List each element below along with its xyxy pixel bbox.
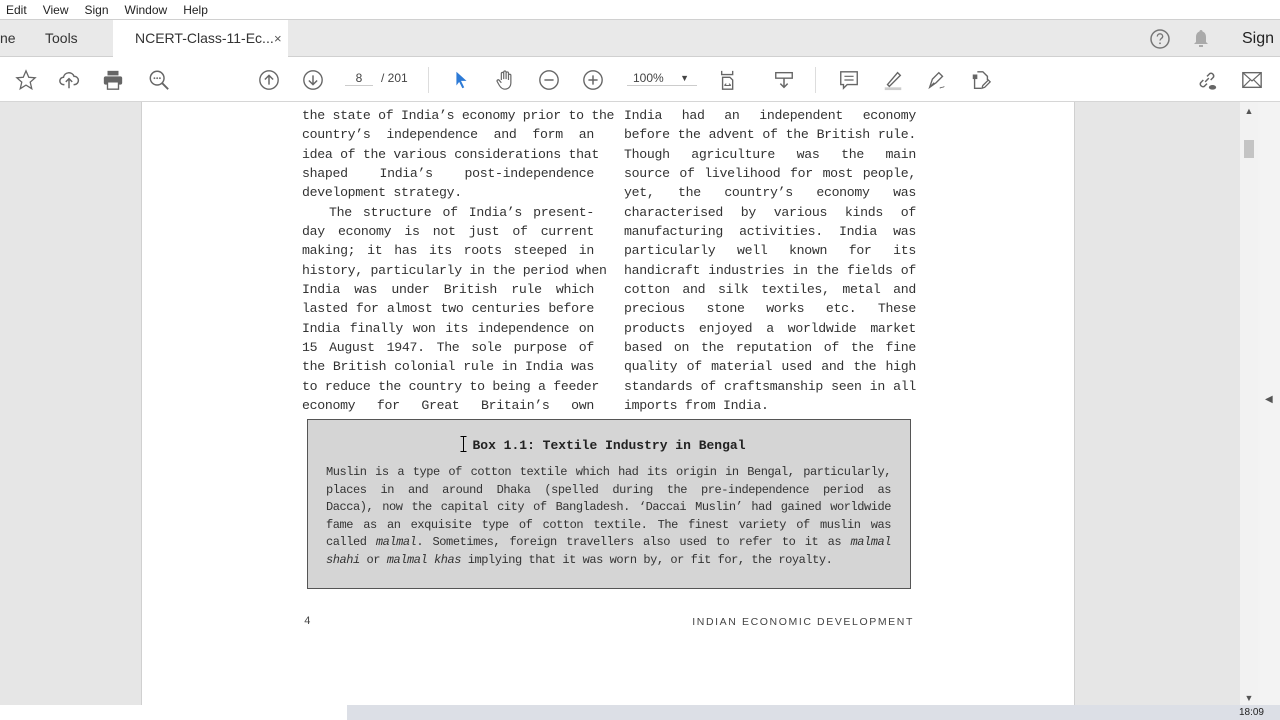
italic-term: malmal khas xyxy=(386,552,462,567)
text-line: India was under British rule which xyxy=(302,282,594,298)
italic-term: malmal xyxy=(375,535,417,549)
box-text-line xyxy=(326,552,891,570)
tab-bar xyxy=(0,19,1280,57)
box-text-line xyxy=(326,499,891,517)
toolbar xyxy=(0,57,1280,102)
text-line: products enjoyed a worldwide market xyxy=(624,320,916,336)
box-text-line xyxy=(326,517,891,535)
italic-term: malmal xyxy=(850,535,891,549)
text-column-left xyxy=(302,106,615,416)
text-line: particularly well known for its xyxy=(624,243,916,259)
tab-tools[interactable]: Tools xyxy=(45,30,78,46)
menu-help[interactable]: Help xyxy=(183,2,208,17)
menu-sign[interactable]: Sign xyxy=(84,2,109,17)
text-cursor-icon xyxy=(460,436,467,452)
zoom-out-icon[interactable] xyxy=(536,67,562,93)
textbox-textile-industry xyxy=(307,419,911,589)
text-segment: places in and around Dhaka (spelled during the pre-independence period as xyxy=(326,482,891,497)
tab-document-label: NCERT-Class-11-Ec... xyxy=(135,30,274,46)
taskbar xyxy=(0,705,1280,720)
chevron-left-icon: ◀ xyxy=(1265,394,1273,405)
box-body xyxy=(326,464,891,569)
text-line: standards of craftsmanship seen in all xyxy=(624,378,916,394)
toolbar-divider xyxy=(428,67,429,93)
text-line: 15 August 1947. The sole purpose of xyxy=(302,340,594,356)
text-line: handicraft industries in the fields of xyxy=(624,262,916,278)
star-icon[interactable] xyxy=(13,67,39,93)
text-line: the British colonial rule in India was xyxy=(302,359,594,375)
text-line: source of livelihood for most people, xyxy=(624,166,916,182)
text-line: the state of India’s economy prior to the xyxy=(302,108,615,123)
box-text-line xyxy=(326,534,891,552)
text-line: to reduce the country to being a feeder xyxy=(302,378,599,394)
sign-in-button[interactable]: Sign xyxy=(1242,30,1275,47)
sign-pen-icon[interactable] xyxy=(924,67,950,93)
page-number-input[interactable]: 8 xyxy=(345,71,373,86)
menu-bar xyxy=(0,0,1280,19)
page-total: / 201 xyxy=(381,71,408,85)
text-line: development strategy. xyxy=(302,185,462,201)
page-footer-title: INDIAN ECONOMIC DEVELOPMENT xyxy=(692,616,914,628)
text-segment: implying that it was worn by, or fit for, the royalty. xyxy=(461,552,833,567)
toolbar-divider xyxy=(815,67,816,93)
select-arrow-icon[interactable] xyxy=(448,67,474,93)
text-line: The structure of India’s present- xyxy=(329,204,594,220)
scroll-down-icon[interactable]: ▼ xyxy=(1244,693,1254,703)
close-tab-icon[interactable]: × xyxy=(274,31,282,46)
bell-icon[interactable] xyxy=(1192,20,1210,57)
text-line: India finally won its independence on xyxy=(302,320,594,336)
page-footer-number: 4 xyxy=(304,616,311,628)
text-line: lasted for almost two centuries before xyxy=(302,301,594,317)
edit-pdf-icon[interactable] xyxy=(968,67,994,93)
text-line: cotton and silk textiles, metal and xyxy=(624,282,916,298)
text-segment: called xyxy=(326,535,376,549)
text-line: precious stone works etc. These xyxy=(624,301,916,317)
scrollbar-thumb[interactable] xyxy=(1244,140,1254,158)
text-segment: . Sometimes, foreign travellers also used to refer to it as xyxy=(416,535,851,549)
pdf-page xyxy=(141,102,1075,705)
taskbar-clock: 18:09 xyxy=(1238,707,1264,718)
text-line: before the advent of the British rule. xyxy=(624,127,916,143)
help-icon[interactable] xyxy=(1149,20,1171,57)
vertical-scrollbar[interactable] xyxy=(1240,102,1258,705)
hand-icon[interactable] xyxy=(492,67,518,93)
box-text-line xyxy=(326,482,891,500)
right-pane-toggle[interactable] xyxy=(1258,102,1280,705)
scroll-up-icon[interactable]: ▲ xyxy=(1244,106,1254,116)
cloud-upload-icon[interactable] xyxy=(56,67,82,93)
tab-home[interactable]: ne xyxy=(0,30,16,46)
page-down-icon[interactable] xyxy=(300,67,326,93)
menu-view[interactable]: View xyxy=(42,2,69,17)
text-line: idea of the various considerations that xyxy=(302,146,599,162)
text-line: country’s independence and form an xyxy=(302,127,594,143)
chevron-down-icon: ▼ xyxy=(680,73,689,83)
page-up-icon[interactable] xyxy=(256,67,282,93)
print-icon[interactable] xyxy=(100,67,126,93)
text-segment: Dacca), now the capital city of Bangladesh. ‘Daccai Muslin’ had gained worldwide xyxy=(326,500,891,514)
text-line: yet, the country’s economy was xyxy=(624,185,916,201)
zoom-level-select[interactable] xyxy=(627,71,697,86)
text-column-right xyxy=(624,106,916,416)
text-line: history, particularly in the period when xyxy=(302,262,607,278)
text-line: Though agriculture was the main xyxy=(624,146,916,162)
menu-window[interactable]: Window xyxy=(124,2,168,17)
zoom-in-icon[interactable] xyxy=(580,67,606,93)
text-line: economy for Great Britain’s own xyxy=(302,398,594,414)
box-title: Box 1.1: Textile Industry in Bengal xyxy=(472,438,746,453)
share-link-icon[interactable] xyxy=(1194,67,1220,93)
zoom-level-value: 100% xyxy=(633,71,664,85)
italic-term: shahi xyxy=(326,552,360,567)
tab-document[interactable] xyxy=(113,20,288,58)
text-line: day economy is not just of current xyxy=(302,224,594,240)
text-line: characterised by various kinds of xyxy=(624,204,916,220)
text-line: manufacturing activities. India was xyxy=(624,224,916,240)
text-segment: or xyxy=(359,552,387,567)
text-segment: Muslin is a type of cotton textile which had its origin in Bengal, particularly, xyxy=(326,465,891,479)
fit-page-icon[interactable] xyxy=(716,67,742,93)
highlight-icon[interactable] xyxy=(880,67,906,93)
text-line: quality of material used and the high xyxy=(624,359,916,375)
comment-icon[interactable] xyxy=(836,67,862,93)
email-icon[interactable] xyxy=(1239,67,1265,93)
text-line: imports from India. xyxy=(624,398,769,414)
text-line: shaped India’s post-independence xyxy=(302,166,594,182)
search-zoom-icon[interactable] xyxy=(146,67,172,93)
box-text-line xyxy=(326,464,891,482)
text-line: based on the reputation of the fine xyxy=(624,340,916,356)
scroll-mode-icon[interactable] xyxy=(771,67,797,93)
text-line: making; it has its roots steeped in xyxy=(302,243,594,259)
taskbar-search[interactable] xyxy=(0,705,347,720)
text-segment: fame as an exquisite type of cotton textile. The finest variety of muslin was xyxy=(326,517,891,532)
document-viewport[interactable] xyxy=(0,102,1258,705)
menu-edit[interactable]: Edit xyxy=(6,2,27,17)
text-line: India had an independent economy xyxy=(624,108,916,123)
